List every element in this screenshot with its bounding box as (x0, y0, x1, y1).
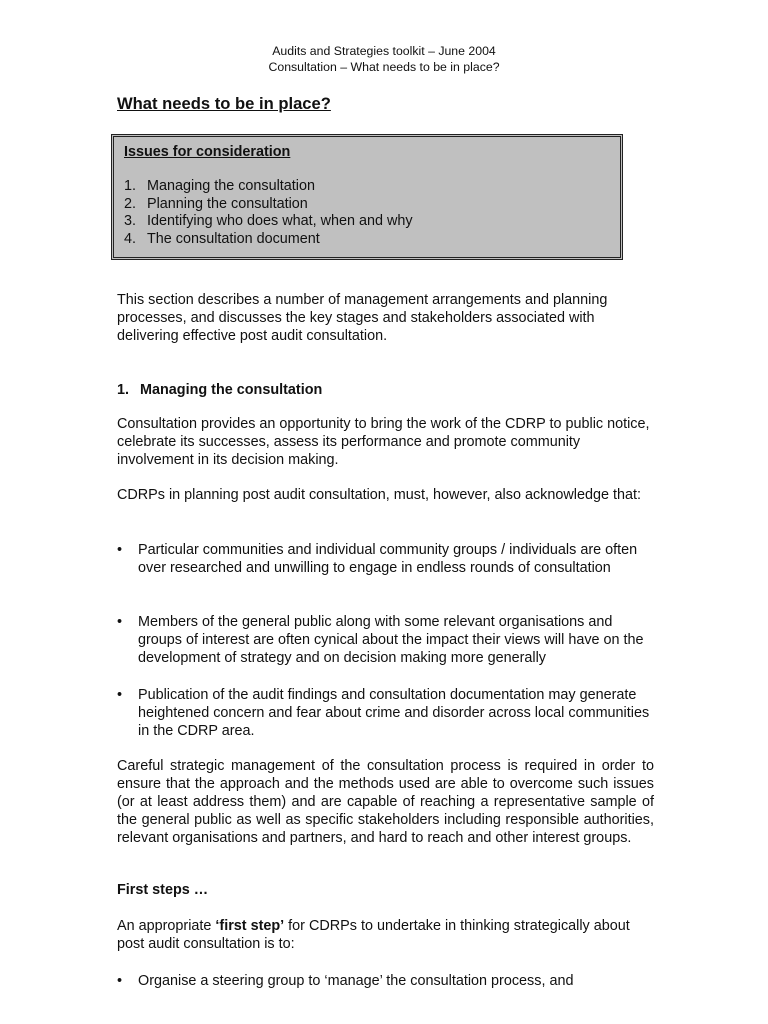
bullet-dot: • (117, 687, 123, 703)
bullet-item (117, 686, 654, 740)
bullet-dot: • (117, 614, 123, 630)
bullet-text: Members of the general public along with some relevant organisations and groups of interest are often cynical about the impact their views will have on the development of strategy and on decision making more generally (138, 614, 644, 666)
issues-item (124, 213, 413, 231)
issues-heading: Issues for consideration (124, 144, 291, 160)
bullet-dot: • (117, 973, 123, 989)
first-step-text-after: for CDRPs to undertake in thinking strategically about post audit consultation is to: (117, 918, 630, 952)
bullet-text: Publication of the audit findings and consultation documentation may generate heightened concern and fear about crime and disorder across local communities in the CDRP area. (138, 687, 650, 739)
header-line-2: Consultation – What needs to be in place? (268, 60, 500, 74)
header-line-1: Audits and Strategies toolkit – June 2004 (272, 44, 496, 58)
issues-item-number: 3. (124, 213, 137, 230)
issues-item-text: Planning the consultation (147, 195, 308, 212)
intro-paragraph: This section describes a number of management arrangements and planning processes, and discusses the key stages and stakeholders associated with delivering effective post audit consultation. (117, 292, 608, 344)
issues-item-number: 2. (124, 195, 137, 212)
issues-item-text: Managing the consultation (147, 178, 316, 194)
bullet-item (117, 972, 654, 990)
issues-item (124, 178, 413, 196)
section-number: 1. (117, 382, 130, 398)
paragraph-opportunity: Consultation provides an opportunity to bring the work of the CDRP to public notice, celebrate its successes, assess its performance and promote community involvement in its decision making. (117, 416, 650, 468)
issues-item-text: The consultation document (147, 230, 320, 247)
first-step-bold: ‘first step’ (215, 918, 285, 934)
issues-box (111, 134, 623, 260)
first-steps-heading: First steps … (117, 882, 209, 898)
bullet-text: Particular communities and individual community groups / individuals are often over researched and unwilling to engage in endless rounds of consultation (138, 542, 638, 576)
bullet-text: Organise a steering group to ‘manage’ the consultation process, and (138, 973, 574, 989)
section-title: Managing the consultation (140, 382, 323, 398)
issues-item-text: Identifying who does what, when and why (147, 213, 413, 230)
section-heading (117, 381, 322, 399)
page-title: What needs to be in place? (117, 94, 331, 113)
bullet-item (117, 541, 654, 577)
bullet-dot: • (117, 542, 123, 558)
first-step-text-before: An appropriate (117, 918, 216, 934)
running-header (0, 43, 768, 75)
paragraph-first-step (117, 917, 654, 953)
issues-list (124, 178, 413, 248)
issues-item-number: 1. (124, 178, 137, 194)
paragraph-acknowledge: CDRPs in planning post audit consultation, must, however, also acknowledge that: (117, 487, 641, 503)
paragraph-strategic-management: Careful strategic management of the consultation process is required in order to ensure that the approach and the methods used are able to overcome such issues (or at least address them) and are capable of reaching a representative sample of the general public as well as specific stakeholders including responsible authorities, relevant organisations and partners, and hard to reach and other interest groups. (117, 758, 654, 846)
issues-item (124, 196, 413, 214)
issues-item (124, 231, 413, 249)
issues-item-number: 4. (124, 230, 137, 247)
bullet-item (117, 613, 654, 667)
